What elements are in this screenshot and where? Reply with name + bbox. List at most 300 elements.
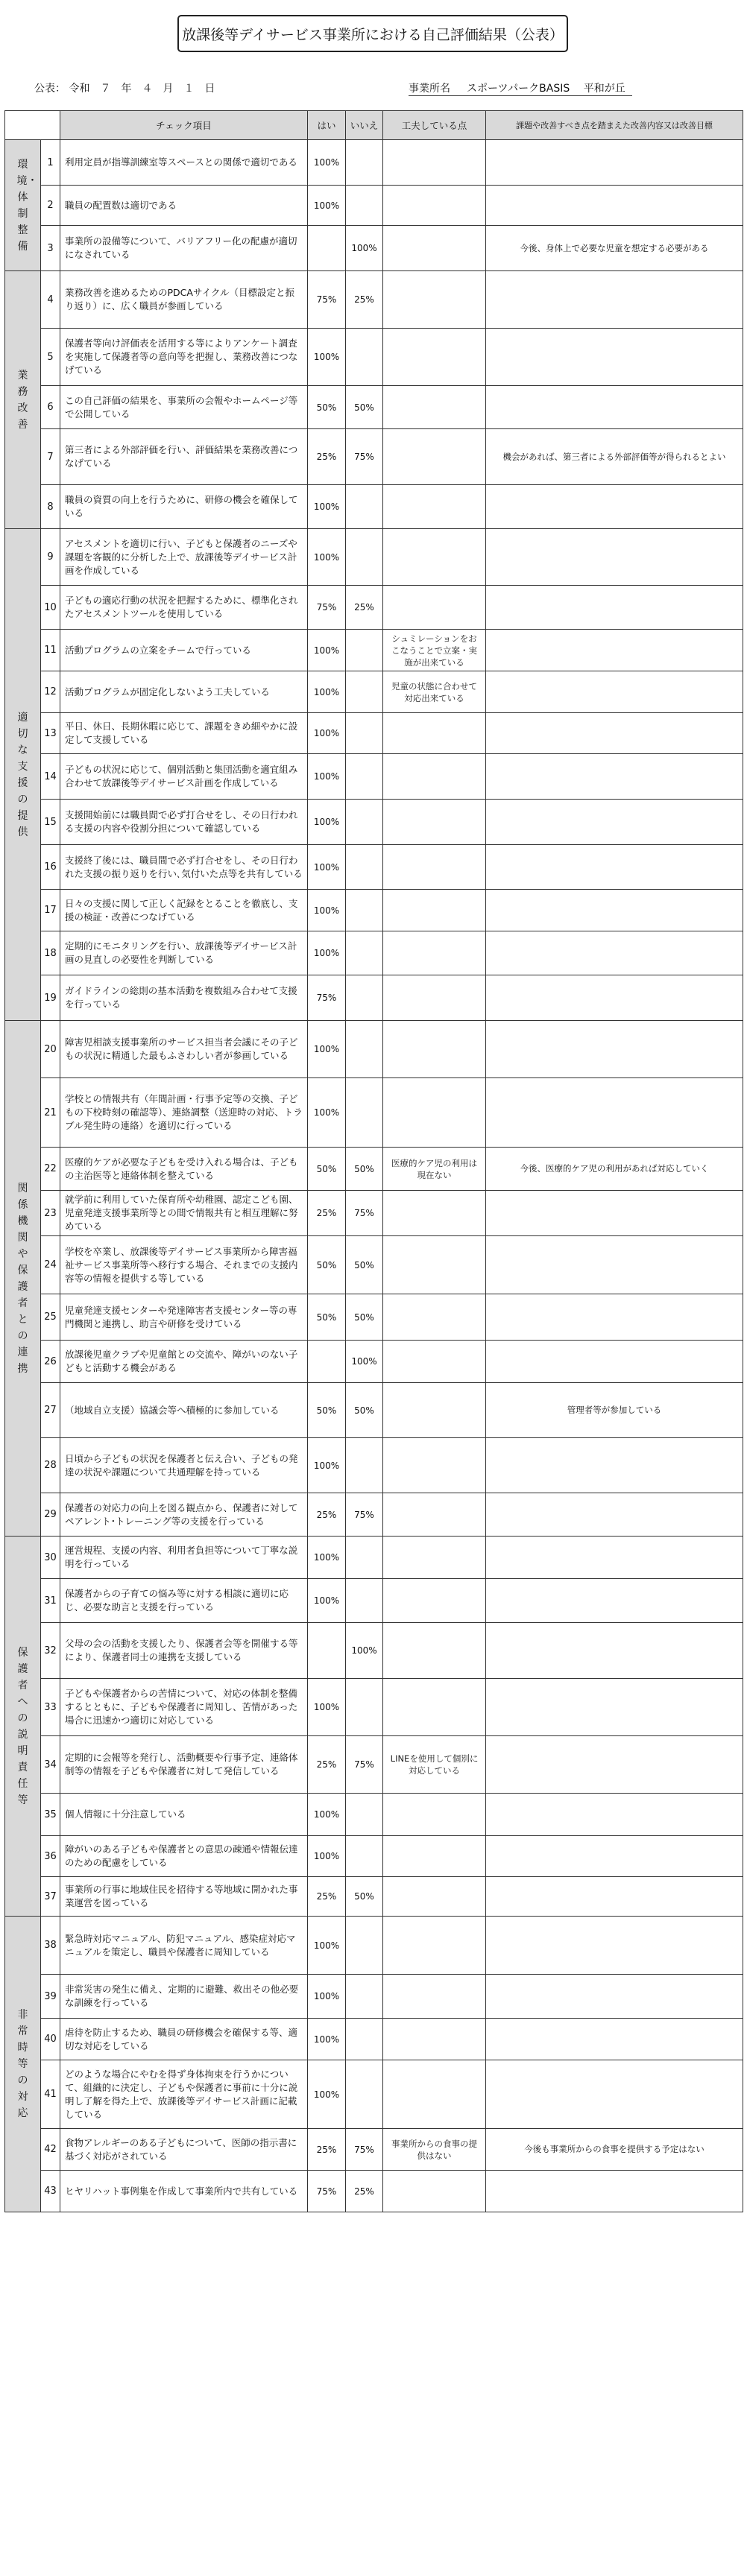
item-number-cell: 12: [41, 671, 60, 713]
no-percent-cell: 25%: [346, 2171, 383, 2212]
check-item-cell: 学校との情報共有（年間計画・行事予定等の交換、子どもの下校時刻の確認等）、連絡調整（送迎時の対応、トラブル発生時の連絡）を適切に行っている: [60, 1078, 308, 1148]
table-row: [5, 2019, 743, 2060]
table-row: [5, 1236, 743, 1294]
check-item-cell: 食物アレルギーのある子どもについて、医師の指示書に基づく対応がされている: [60, 2129, 308, 2171]
check-item-cell: 運営規程、支援の内容、利用者負担等について丁寧な説明を行っている: [60, 1537, 308, 1579]
item-number-cell: 31: [41, 1579, 60, 1623]
effort-cell: [383, 1537, 486, 1579]
check-item-cell: 障がいのある子どもや保護者との意思の疎通や情報伝達のための配慮をしている: [60, 1836, 308, 1877]
no-percent-cell: 75%: [346, 1191, 383, 1236]
header-effort: 工夫している点: [383, 111, 486, 140]
check-item-cell: 定期的にモニタリングを行い、放課後等デイサービス計画の見直しの必要性を判断している: [60, 931, 308, 975]
effort-cell: [383, 1623, 486, 1679]
effort-cell: [383, 800, 486, 845]
yes-percent-cell: 100%: [308, 1917, 346, 1975]
table-row: [5, 2060, 743, 2129]
improvement-goal-cell: [486, 975, 743, 1021]
business-name-line: [409, 80, 632, 96]
section-label: [5, 140, 41, 271]
improvement-goal-cell: 今後、身体上で必要な児童を想定する必要がある: [486, 226, 743, 271]
check-item-cell: 子どもの状況に応じて、個別活動と集団活動を適宜組み合わせて放課後等デイサービス計画を作成している: [60, 754, 308, 800]
effort-cell: [383, 529, 486, 586]
effort-cell: [383, 1078, 486, 1148]
no-percent-cell: 100%: [346, 1341, 383, 1383]
yes-percent-cell: 100%: [308, 2019, 346, 2060]
effort-cell: [383, 1579, 486, 1623]
no-percent-cell: [346, 529, 383, 586]
yes-percent-cell: 100%: [308, 931, 346, 975]
improvement-goal-cell: [486, 1736, 743, 1794]
check-item-cell: 非常災害の発生に備え、定期的に避難、救出その他必要な訓練を行っている: [60, 1975, 308, 2019]
yes-percent-cell: 50%: [308, 1383, 346, 1438]
improvement-goal-cell: [486, 1623, 743, 1679]
no-percent-cell: [346, 1579, 383, 1623]
no-percent-cell: 75%: [346, 429, 383, 485]
effort-cell: [383, 1438, 486, 1493]
yes-percent-cell: 100%: [308, 1579, 346, 1623]
effort-cell: [383, 1383, 486, 1438]
improvement-goal-cell: [486, 1836, 743, 1877]
effort-cell: [383, 2019, 486, 2060]
item-number-cell: 26: [41, 1341, 60, 1383]
item-number-cell: 25: [41, 1294, 60, 1341]
check-item-cell: 業務改善を進めるためのPDCAサイクル（目標設定と振り返り）に、広く職員が参画している: [60, 271, 308, 329]
no-percent-cell: [346, 671, 383, 713]
improvement-goal-cell: [486, 1917, 743, 1975]
no-percent-cell: [346, 2060, 383, 2129]
check-item-cell: 緊急時対応マニュアル、防犯マニュアル、感染症対応マニュアルを策定し、職員や保護者に周知している: [60, 1917, 308, 1975]
section-label: [5, 529, 41, 1021]
item-number-cell: 8: [41, 485, 60, 529]
effort-cell: [383, 1917, 486, 1975]
table-row: [5, 429, 743, 485]
improvement-goal-cell: [486, 890, 743, 931]
table-row: [5, 975, 743, 1021]
check-item-cell: 平日、休日、長期休暇に応じて、課題をきめ細やかに設定して支援している: [60, 713, 308, 754]
no-percent-cell: [346, 1021, 383, 1078]
check-item-cell: 虐待を防止するため、職員の研修機会を確保する等、適切な対応をしている: [60, 2019, 308, 2060]
yes-percent-cell: [308, 226, 346, 271]
effort-cell: [383, 271, 486, 329]
item-number-cell: 35: [41, 1794, 60, 1836]
improvement-goal-cell: [486, 1341, 743, 1383]
table-row: [5, 1191, 743, 1236]
effort-cell: 事業所からの食事の提供はない: [383, 2129, 486, 2171]
improvement-goal-cell: [486, 713, 743, 754]
effort-cell: [383, 140, 486, 186]
check-item-cell: 利用定員が指導訓練室等スペースとの関係で適切である: [60, 140, 308, 186]
check-item-cell: 子どもや保護者からの苦情について、対応の体制を整備するとともに、子どもや保護者に周知し、苦情があった場合に迅速かつ適切に対応している: [60, 1679, 308, 1736]
improvement-goal-cell: 管理者等が参加している: [486, 1383, 743, 1438]
improvement-goal-cell: [486, 140, 743, 186]
item-number-cell: 10: [41, 586, 60, 630]
effort-cell: 医療的ケア児の利用は現在ない: [383, 1148, 486, 1191]
item-number-cell: 34: [41, 1736, 60, 1794]
table-row: [5, 630, 743, 671]
improvement-goal-cell: [486, 529, 743, 586]
item-number-cell: 21: [41, 1078, 60, 1148]
yes-percent-cell: 75%: [308, 2171, 346, 2212]
improvement-goal-cell: [486, 1537, 743, 1579]
improvement-goal-cell: [486, 586, 743, 630]
improvement-goal-cell: [486, 2171, 743, 2212]
table-row: [5, 1341, 743, 1383]
effort-cell: [383, 226, 486, 271]
table-row: [5, 1493, 743, 1537]
no-percent-cell: [346, 186, 383, 226]
no-percent-cell: 50%: [346, 1383, 383, 1438]
item-number-cell: 14: [41, 754, 60, 800]
item-number-cell: 22: [41, 1148, 60, 1191]
improvement-goal-cell: [486, 800, 743, 845]
yes-percent-cell: 100%: [308, 140, 346, 186]
item-number-cell: 1: [41, 140, 60, 186]
effort-cell: [383, 1493, 486, 1537]
check-item-cell: 就学前に利用していた保育所や幼稚園、認定こども園、児童発達支援事業所等との間で情報共有と相互理解に努めている: [60, 1191, 308, 1236]
check-item-cell: 職員の資質の向上を行うために、研修の機会を確保している: [60, 485, 308, 529]
table-row: [5, 1148, 743, 1191]
publish-label: 公表：: [34, 83, 66, 95]
improvement-goal-cell: [486, 1679, 743, 1736]
header-goal: 課題や改善すべき点を踏まえた改善内容又は改善目標: [486, 111, 743, 140]
item-number-cell: 43: [41, 2171, 60, 2212]
check-item-cell: 支援終了後には、職員間で必ず打合せをし、その日行われた支援の振り返りを行い､気付いた点等を共有している: [60, 845, 308, 890]
item-number-cell: 7: [41, 429, 60, 485]
improvement-goal-cell: 今後も事業所からの食事を提供する予定はない: [486, 2129, 743, 2171]
table-row: [5, 1736, 743, 1794]
no-percent-cell: 25%: [346, 271, 383, 329]
no-percent-cell: 50%: [346, 1236, 383, 1294]
table-row: [5, 1975, 743, 2019]
yes-percent-cell: 100%: [308, 2060, 346, 2129]
table-row: [5, 386, 743, 429]
table-row: [5, 1383, 743, 1438]
effort-cell: [383, 1794, 486, 1836]
item-number-cell: 29: [41, 1493, 60, 1537]
item-number-cell: 3: [41, 226, 60, 271]
item-number-cell: 18: [41, 931, 60, 975]
table-row: [5, 754, 743, 800]
item-number-cell: 30: [41, 1537, 60, 1579]
no-percent-cell: 75%: [346, 1736, 383, 1794]
yes-percent-cell: 100%: [308, 754, 346, 800]
no-percent-cell: [346, 1438, 383, 1493]
document-title: 放課後等デイサービス事業所における自己評価結果（公表）: [177, 15, 568, 52]
check-item-cell: 活動プログラムが固定化しないよう工夫している: [60, 671, 308, 713]
table-row: [5, 329, 743, 386]
check-item-cell: 子どもの適応行動の状況を把握するために、標準化されたアセスメントツールを使用している: [60, 586, 308, 630]
yes-percent-cell: 50%: [308, 1148, 346, 1191]
improvement-goal-cell: [486, 2019, 743, 2060]
item-number-cell: 39: [41, 1975, 60, 2019]
check-item-cell: 定期的に会報等を発行し、活動概要や行事予定、連絡体制等の情報を子どもや保護者に対して発信している: [60, 1736, 308, 1794]
no-percent-cell: 100%: [346, 226, 383, 271]
header-corner-cell: [5, 111, 60, 140]
section-label: [5, 1021, 41, 1537]
item-number-cell: 23: [41, 1191, 60, 1236]
yes-percent-cell: 100%: [308, 1537, 346, 1579]
item-number-cell: 16: [41, 845, 60, 890]
no-percent-cell: 50%: [346, 1877, 383, 1917]
improvement-goal-cell: [486, 1493, 743, 1537]
table-row: [5, 586, 743, 630]
no-percent-cell: 25%: [346, 586, 383, 630]
no-percent-cell: 75%: [346, 1493, 383, 1537]
header-check-item: チェック項目: [60, 111, 308, 140]
check-item-cell: アセスメントを適切に行い、子どもと保護者のニーズや課題を客観的に分析した上で、放課後等デイサービス計画を作成している: [60, 529, 308, 586]
item-number-cell: 38: [41, 1917, 60, 1975]
check-item-cell: 放課後児童クラブや児童館との交流や、障がいのない子どもと活動する機会がある: [60, 1341, 308, 1383]
improvement-goal-cell: [486, 931, 743, 975]
no-percent-cell: [346, 975, 383, 1021]
business-name: スポーツパークBASIS 平和が丘: [467, 83, 625, 95]
table-row: [5, 485, 743, 529]
item-number-cell: 40: [41, 2019, 60, 2060]
improvement-goal-cell: [486, 1975, 743, 2019]
effort-cell: [383, 586, 486, 630]
header-yes: はい: [308, 111, 346, 140]
effort-cell: [383, 713, 486, 754]
yes-percent-cell: 100%: [308, 630, 346, 671]
check-item-cell: 第三者による外部評価を行い、評価結果を業務改善につなげている: [60, 429, 308, 485]
item-number-cell: 5: [41, 329, 60, 386]
item-number-cell: 6: [41, 386, 60, 429]
table-row: [5, 1078, 743, 1148]
yes-percent-cell: 50%: [308, 1294, 346, 1341]
table-row: [5, 140, 743, 186]
yes-percent-cell: 75%: [308, 975, 346, 1021]
effort-cell: [383, 754, 486, 800]
item-number-cell: 20: [41, 1021, 60, 1078]
check-item-cell: 保護者等向け評価表を活用する等によりアンケート調査を実施して保護者等の意向等を把握し、業務改善につなげている: [60, 329, 308, 386]
item-number-cell: 15: [41, 800, 60, 845]
improvement-goal-cell: [486, 1078, 743, 1148]
effort-cell: [383, 1021, 486, 1078]
improvement-goal-cell: [486, 630, 743, 671]
yes-percent-cell: 100%: [308, 186, 346, 226]
no-percent-cell: [346, 1836, 383, 1877]
no-percent-cell: [346, 630, 383, 671]
table-row: [5, 1877, 743, 1917]
item-number-cell: 4: [41, 271, 60, 329]
table-row: [5, 186, 743, 226]
no-percent-cell: [346, 2019, 383, 2060]
no-percent-cell: [346, 329, 383, 386]
effort-cell: [383, 975, 486, 1021]
yes-percent-cell: 50%: [308, 386, 346, 429]
evaluation-table: [4, 110, 743, 2212]
no-percent-cell: [346, 140, 383, 186]
effort-cell: 児童の状態に合わせて対応出来ている: [383, 671, 486, 713]
effort-cell: [383, 890, 486, 931]
check-item-cell: 職員の配置数は適切である: [60, 186, 308, 226]
yes-percent-cell: 25%: [308, 429, 346, 485]
yes-percent-cell: 100%: [308, 671, 346, 713]
check-item-cell: 日頃から子どもの状況を保護者と伝え合い、子どもの発達の状況や課題について共通理解を持っている: [60, 1438, 308, 1493]
effort-cell: [383, 1341, 486, 1383]
no-percent-cell: [346, 1679, 383, 1736]
item-number-cell: 41: [41, 2060, 60, 2129]
check-item-cell: 個人情報に十分注意している: [60, 1794, 308, 1836]
table-row: [5, 1794, 743, 1836]
table-row: [5, 1579, 743, 1623]
check-item-cell: ガイドラインの総則の基本活動を複数組み合わせて支援を行っている: [60, 975, 308, 1021]
section-label-text: 業務改善: [17, 369, 28, 431]
check-item-cell: 支援開始前には職員間で必ず打合せをし、その日行われる支援の内容や役割分担について確認している: [60, 800, 308, 845]
yes-percent-cell: 100%: [308, 1975, 346, 2019]
item-number-cell: 27: [41, 1383, 60, 1438]
improvement-goal-cell: 今後、医療的ケア児の利用があれば対応していく: [486, 1148, 743, 1191]
improvement-goal-cell: [486, 1236, 743, 1294]
check-item-cell: 父母の会の活動を支援したり、保護者会等を開催する等により、保護者同士の連携を支援している: [60, 1623, 308, 1679]
yes-percent-cell: 100%: [308, 1078, 346, 1148]
table-row: [5, 1917, 743, 1975]
improvement-goal-cell: [486, 386, 743, 429]
yes-percent-cell: 100%: [308, 800, 346, 845]
yes-percent-cell: [308, 1623, 346, 1679]
table-header-row: [5, 111, 743, 140]
yes-percent-cell: 75%: [308, 586, 346, 630]
effort-cell: [383, 1975, 486, 2019]
effort-cell: [383, 485, 486, 529]
yes-percent-cell: 100%: [308, 1794, 346, 1836]
item-number-cell: 33: [41, 1679, 60, 1736]
effort-cell: LINEを使用して個別に対応している: [383, 1736, 486, 1794]
item-number-cell: 17: [41, 890, 60, 931]
no-percent-cell: [346, 1537, 383, 1579]
yes-percent-cell: 100%: [308, 1438, 346, 1493]
improvement-goal-cell: [486, 671, 743, 713]
check-item-cell: この自己評価の結果を、事業所の会報やホームページ等で公開している: [60, 386, 308, 429]
effort-cell: [383, 845, 486, 890]
yes-percent-cell: [308, 1341, 346, 1383]
yes-percent-cell: 25%: [308, 2129, 346, 2171]
no-percent-cell: [346, 890, 383, 931]
check-item-cell: （地域自立支援）協議会等へ積極的に参加している: [60, 1383, 308, 1438]
check-item-cell: 事業所の設備等について、バリアフリー化の配慮が適切になされている: [60, 226, 308, 271]
improvement-goal-cell: [486, 271, 743, 329]
publish-date-line: [34, 80, 215, 95]
table-row: [5, 1623, 743, 1679]
effort-cell: [383, 931, 486, 975]
item-number-cell: 24: [41, 1236, 60, 1294]
yes-percent-cell: 25%: [308, 1493, 346, 1537]
table-row: [5, 529, 743, 586]
section-label: [5, 1917, 41, 2212]
check-item-cell: どのような場合にやむを得ず身体拘束を行うかについて、組織的に決定し、子どもや保護者に事前に十分に説明し了解を得た上で、放課後等デイサービス計画に記載している: [60, 2060, 308, 2129]
item-number-cell: 13: [41, 713, 60, 754]
table-row: [5, 800, 743, 845]
info-line: [27, 80, 743, 97]
improvement-goal-cell: [486, 845, 743, 890]
yes-percent-cell: 100%: [308, 845, 346, 890]
improvement-goal-cell: 機会があれば、第三者による外部評価等が得られるとよい: [486, 429, 743, 485]
improvement-goal-cell: [486, 754, 743, 800]
no-percent-cell: [346, 1794, 383, 1836]
improvement-goal-cell: [486, 1794, 743, 1836]
table-row: [5, 1679, 743, 1736]
yes-percent-cell: 100%: [308, 1679, 346, 1736]
effort-cell: [383, 329, 486, 386]
yes-percent-cell: 100%: [308, 890, 346, 931]
section-label: [5, 1537, 41, 1917]
table-row: [5, 1438, 743, 1493]
effort-cell: [383, 1679, 486, 1736]
no-percent-cell: [346, 1975, 383, 2019]
no-percent-cell: [346, 754, 383, 800]
effort-cell: [383, 1294, 486, 1341]
item-number-cell: 9: [41, 529, 60, 586]
table-row: [5, 845, 743, 890]
check-item-cell: 児童発達支援センターや発達障害者支援センター等の専門機関と連携し、助言や研修を受けている: [60, 1294, 308, 1341]
improvement-goal-cell: [486, 485, 743, 529]
effort-cell: [383, 429, 486, 485]
improvement-goal-cell: [486, 1877, 743, 1917]
no-percent-cell: 50%: [346, 1148, 383, 1191]
yes-percent-cell: 100%: [308, 1836, 346, 1877]
table-row: [5, 1537, 743, 1579]
item-number-cell: 36: [41, 1836, 60, 1877]
check-item-cell: 活動プログラムの立案をチームで行っている: [60, 630, 308, 671]
effort-cell: [383, 1836, 486, 1877]
item-number-cell: 2: [41, 186, 60, 226]
item-number-cell: 37: [41, 1877, 60, 1917]
table-row: [5, 226, 743, 271]
yes-percent-cell: 25%: [308, 1877, 346, 1917]
yes-percent-cell: 75%: [308, 271, 346, 329]
no-percent-cell: [346, 931, 383, 975]
table-row: [5, 890, 743, 931]
item-number-cell: 19: [41, 975, 60, 1021]
effort-cell: シュミレーションをおこなうことで立案・実施が出来ている: [383, 630, 486, 671]
table-row: [5, 713, 743, 754]
section-label-text: 適切な支援の提供: [17, 711, 28, 838]
effort-cell: [383, 1191, 486, 1236]
business-label: 事業所名: [409, 83, 450, 95]
yes-percent-cell: 100%: [308, 485, 346, 529]
table-row: [5, 931, 743, 975]
improvement-goal-cell: [486, 1438, 743, 1493]
section-label-text: 関係機関や保護者との連携: [17, 1182, 28, 1375]
effort-cell: [383, 1877, 486, 1917]
no-percent-cell: [346, 713, 383, 754]
table-row: [5, 1836, 743, 1877]
no-percent-cell: 50%: [346, 386, 383, 429]
item-number-cell: 28: [41, 1438, 60, 1493]
table-row: [5, 2171, 743, 2212]
publish-date: 令和 ７ 年 ４ 月 １ 日: [69, 83, 215, 95]
no-percent-cell: 75%: [346, 2129, 383, 2171]
improvement-goal-cell: [486, 1191, 743, 1236]
table-row: [5, 1021, 743, 1078]
table-row: [5, 2129, 743, 2171]
effort-cell: [383, 386, 486, 429]
yes-percent-cell: 100%: [308, 1021, 346, 1078]
yes-percent-cell: 25%: [308, 1191, 346, 1236]
check-item-cell: 保護者の対応力の向上を図る観点から、保護者に対してペアレント･トレーニング等の支援を行っている: [60, 1493, 308, 1537]
check-item-cell: 事業所の行事に地域住民を招待する等地域に開かれた事業運営を図っている: [60, 1877, 308, 1917]
effort-cell: [383, 1236, 486, 1294]
improvement-goal-cell: [486, 186, 743, 226]
improvement-goal-cell: [486, 1579, 743, 1623]
check-item-cell: 障害児相談支援事業所のサービス担当者会議にその子どもの状況に精通した最もふさわしい者が参画している: [60, 1021, 308, 1078]
table-row: [5, 271, 743, 329]
no-percent-cell: [346, 1078, 383, 1148]
section-label-text: 環境・体制整備: [16, 158, 38, 253]
section-label: [5, 271, 41, 529]
improvement-goal-cell: [486, 329, 743, 386]
no-percent-cell: 50%: [346, 1294, 383, 1341]
